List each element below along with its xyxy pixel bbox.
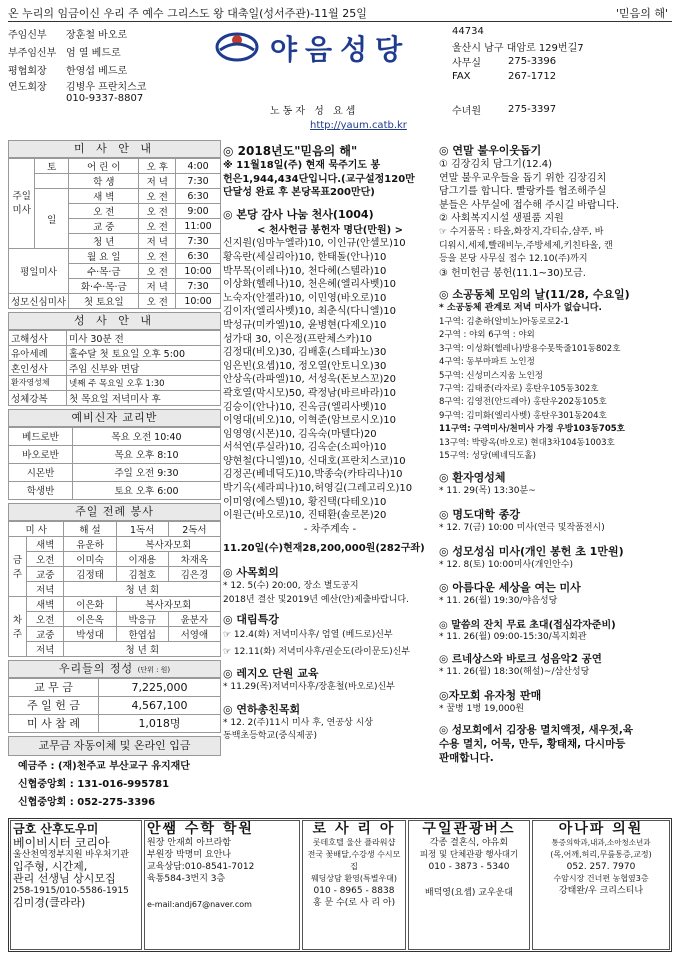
staff-name: 김병우 프란치스코: [66, 81, 147, 93]
community-list: [439, 316, 673, 463]
legio-title: ◎ 레지오 단원 교육: [223, 667, 319, 681]
mass-period: 저 녁: [139, 279, 176, 294]
ministry-cell: 김은경: [168, 566, 220, 581]
district-line: 5구역: 신성미스지움 노인정: [439, 370, 543, 381]
finance-label: 미 사 참 례: [9, 714, 99, 732]
faith-year-text: [223, 159, 437, 200]
district-line: 7구역: 김태중(라자로) 홍탄우105동302호: [439, 383, 599, 394]
ad-line: 통증의학과,내과,소아청소년과: [551, 838, 651, 847]
mothers-text: * 꿀병 1병 19,000원: [439, 703, 525, 714]
sacrament-name: 성체강복: [9, 390, 67, 405]
mass-period: 오 후: [139, 159, 176, 174]
bank-holder: 예금주 : (재)천주교 부산교구 유지재단: [18, 760, 190, 772]
church-patron: 노동자 성 요셉: [270, 106, 359, 117]
staff-role: 연도회장: [8, 81, 47, 93]
mass-time: 9:00: [176, 204, 221, 219]
ad-line: 웨딩상담 환영(특별우대): [310, 874, 398, 883]
sacrament-info: 홀수달 첫 토요일 오후 5:00: [67, 346, 221, 361]
text-line: 연말 불우교우들을 돕기 위한 김장김치: [439, 172, 607, 184]
ministry-cell: 한엽섭: [116, 626, 168, 641]
district-line: 2구역 : 야외 6구역 : 야외: [439, 330, 535, 341]
ministry-mass: 저녁: [27, 641, 64, 656]
mass-name: 화·수·목·금: [69, 279, 139, 294]
fax-label: FAX: [452, 71, 471, 82]
donor-line: 이미영(에스텔)10, 황진택(다테오)10: [223, 496, 387, 508]
ad-line: 관리 선생님 상시모집: [13, 872, 116, 885]
charity-title: ◎ 연말 불우이웃돕기: [439, 144, 542, 157]
staff-list: [8, 24, 208, 104]
ministry-cell: 이은옥: [64, 611, 116, 626]
finance-title-text: 우리들의 정성: [58, 661, 134, 675]
ad-line: (목,어깨,허리,무릎통증,교정): [550, 850, 652, 859]
finance-value: 1,018명: [99, 714, 221, 732]
text-line: ③ 헌미헌금 봉헌(11.1~30)모금.: [439, 267, 586, 279]
sick-title: ◎ 환자영성체: [439, 471, 506, 485]
yearend-title: ◎ 연하총친목회: [223, 702, 301, 716]
sacrament-info: 주임 신부와 면담: [67, 361, 221, 376]
marian-title: ◎ 성모성심 미사(개인 봉헌 초 1만원): [439, 544, 624, 558]
ad-line: 전국 꽃배달,수강생 수시모집: [307, 850, 401, 871]
ad-line: 052. 257. 7970: [566, 862, 636, 872]
mass-name: 오 전: [69, 204, 139, 219]
ad-line: 롯데호텔 울산 플라워샵: [312, 838, 396, 847]
ad-title: 금호 산후도우미: [13, 822, 99, 836]
class-name: 베드로반: [9, 427, 73, 445]
mass-title: 미 사 안 내: [8, 140, 221, 158]
ad-line: 010 - 8965 - 8838: [313, 886, 395, 896]
ministry-cell: 이미숙: [64, 551, 116, 566]
faith-year-title: ◎ 2018년도"믿음의 해": [223, 144, 358, 158]
ad-line: 입주형, 시간제,: [13, 860, 88, 873]
ad-line: 교육상담:010-8541-7012: [147, 862, 255, 872]
world-title: ◎ 아름다운 세상을 여는 미사: [439, 581, 581, 595]
church-logo-area: [210, 28, 450, 136]
mass-time: 7:30: [176, 234, 221, 249]
ad-line: 010 - 3873 - 5340: [428, 862, 510, 872]
ad-line: 부원장 박명미 요안나: [147, 850, 231, 860]
ministry-head: 2독서: [168, 521, 220, 536]
thanks-total: 11.20일(수)현재28,200,000원(282구좌): [223, 543, 425, 555]
ad-title: 안쌤 수학 학원: [147, 821, 254, 837]
donor-line: 곽호열(막시모)50, 곽정남(바르바라)10: [223, 387, 396, 399]
text-line: ※ 11월18일(주) 현재 묵주기도 봉: [223, 160, 381, 171]
community-note: * 소공동체 관계로 저녁 미사가 없습니다.: [439, 303, 602, 314]
ministry-cell: 김정태: [64, 566, 116, 581]
finance-table: [8, 678, 221, 733]
ad-math-academy: [144, 820, 300, 950]
ministry-cell: 복사자모회: [116, 536, 220, 551]
class-time: 목요 오전 10:40: [73, 427, 221, 445]
finance-value: 4,567,100: [99, 696, 221, 714]
ministry-mass: 교중: [27, 626, 64, 641]
concert-text: * 11. 26(월) 18:30(해설)~/삼산성당: [439, 667, 590, 678]
this-week-label: 금주: [9, 536, 27, 596]
mass-time: 11:00: [176, 219, 221, 234]
advent-title: ◎ 대림특강: [223, 613, 279, 627]
postal-code: 44734: [452, 26, 484, 37]
ministry-cell: 복사자모회: [116, 596, 220, 611]
text-line: 동백초등학교(중식제공): [223, 731, 317, 742]
continued-note: - 차주계속 -: [303, 523, 357, 535]
catechism-title: 예비신자 교리반: [8, 409, 221, 427]
ministry-cell: 박응규: [116, 611, 168, 626]
sacrament-info: 첫 목요일 저녁미사 후: [67, 390, 221, 405]
left-column: [8, 140, 221, 812]
ad-email: e-mail:andj67@naver.com: [147, 900, 252, 909]
ministry-table: [8, 521, 221, 657]
sacrament-name: 유아세례: [9, 346, 67, 361]
mass-time: 10:00: [176, 294, 221, 309]
donor-line: 김정대(비오)30, 김배훈(스테파노)30: [223, 347, 387, 359]
staff-phone: 010-9337-8807: [66, 92, 144, 104]
district-line: 9구역: 김미화(엘리사벳) 홍탄우301동204호: [439, 410, 607, 421]
ad-line: 강태완/우 크리스티나: [558, 886, 644, 896]
word-text: * 11. 26(월) 09:00-15:30/복지회관: [439, 631, 587, 642]
univ-text: * 12. 7(금) 10:00 미사(연극 및작품전시): [439, 523, 605, 533]
mass-name: 월 요 일: [69, 249, 139, 264]
sick-text: * 11. 29(목) 13:30분~: [439, 486, 536, 497]
auto-transfer-note: 교무금 자동이체 및 온라인 입금: [8, 736, 221, 756]
top-banner: [8, 5, 672, 21]
ministry-head: 미 사: [9, 521, 64, 536]
sacrament-table: [8, 330, 221, 406]
text-line: 수용 멸치, 어묵, 만두, 황태채, 다시마등: [439, 737, 626, 750]
ministry-mass: 오전: [27, 611, 64, 626]
staff-role: 부주임신부: [8, 47, 57, 59]
mass-time: 6:30: [176, 249, 221, 264]
finance-label: 교 무 금: [9, 678, 99, 696]
sacrament-name: 고해성사: [9, 331, 67, 346]
mass-period: 오 전: [139, 264, 176, 279]
mass-time: 4:00: [176, 159, 221, 174]
mass-name: 교 중: [69, 219, 139, 234]
text-line: 헌은1,944,434단입니다.(교구설정120만: [223, 173, 415, 185]
finance-label: 주 일 헌 금: [9, 696, 99, 714]
ad-postnatal: [10, 820, 142, 950]
text-line: 단달성 완료 후 본당목표200만단): [223, 187, 375, 199]
mass-period: 오 전: [139, 189, 176, 204]
office-label: 사무실: [452, 58, 481, 69]
ministry-cell: 김철호: [116, 566, 168, 581]
district-line: 3구역: 이성화(헬레나)방용수못뚝줄101동802호: [439, 343, 621, 354]
district-line: 15구역: 성당(베네딕도홀): [439, 451, 536, 461]
text-line: 판매합니다.: [439, 751, 494, 764]
yearend-text: [223, 717, 437, 744]
text-line: 분들은 사무실에 접수해 주시길 바랍니다.: [439, 199, 620, 211]
class-name: 바오로반: [9, 445, 73, 463]
contact-info: [452, 24, 674, 117]
nuns-label: 수녀원: [452, 106, 481, 117]
concert-title: ◎ 르네상스와 바로크 성음악2 공연: [439, 653, 602, 666]
sacrament-info: 미사 30분 전: [67, 331, 221, 346]
mass-table: [8, 158, 221, 309]
ministry-title: 주일 전례 봉사: [8, 503, 221, 521]
sacrament-name: 환자영성체: [9, 376, 67, 391]
donor-line: 박기옥(세라피나)10,허영길(그레고리오)10: [223, 483, 413, 495]
text-line: ☞ 12.4(화) 저녁미사후/ 엄열 (베드로)신부: [223, 630, 393, 641]
text-line: 담그기를 합니다. 빨랑카를 협조해주실: [439, 186, 607, 198]
donor-line: 신지원(임마누엘라)10, 이인규(안셀모)10: [223, 238, 406, 250]
text-line: ☞ 수거품목 : 타올,화장지,각티슈,샴푸, 바: [439, 226, 604, 237]
office-phone: 275-3396: [508, 56, 557, 67]
ministry-head: 1독서: [116, 521, 168, 536]
mass-name: 청 년: [69, 234, 139, 249]
bank-account: 신협중앙회 : 131-016-995781: [18, 778, 170, 790]
sacrament-name: 혼인성사: [9, 361, 67, 376]
donor-line: 이상화(헬레나)10, 천은혜(엘리사벳)10: [223, 279, 396, 291]
mass-name: 새 벽: [69, 189, 139, 204]
text-line: 2018년 결산 및2019년 예산(안)제출바랍니다.: [223, 594, 409, 605]
ad-line: 배덕영(요셉) 교우운대: [424, 888, 514, 898]
staff-role: 주임신부: [8, 29, 47, 41]
sale-text: [439, 723, 673, 765]
mothers-title: ◎자모회 유자청 판매: [439, 688, 542, 702]
mass-time: 6:30: [176, 189, 221, 204]
bank-account: 신협중앙회 : 052-275-3396: [18, 796, 156, 808]
donor-line: 황옥란(세실리아)10, 한태돌(안나)10: [223, 251, 387, 263]
text-line: 디워시,세제,빨래비누,주방세제,키친타올, 캔: [439, 240, 613, 251]
ad-line: 육통584-3번지 3층: [147, 874, 226, 884]
ministry-cell: 이은화: [64, 596, 116, 611]
ministry-mass: 오전: [27, 551, 64, 566]
text-line: * 12. 5(수) 20:00, 장소 별도공지: [223, 581, 359, 592]
mass-period: 오 전: [139, 204, 176, 219]
staff-name: 장훈철 바오로: [66, 29, 128, 41]
class-name: 학생반: [9, 481, 73, 499]
church-name: 야음성당: [270, 33, 411, 66]
class-time: 주일 오전 9:30: [73, 463, 221, 481]
address: 울산시 남구 대암로 129번길7: [452, 43, 584, 54]
mass-day: 토: [35, 159, 69, 174]
church-url-link[interactable]: http://yaum.catb.kr: [310, 120, 407, 131]
marian-text: * 12. 8(토) 10:00미사(개인안수): [439, 559, 573, 570]
ad-rosaria: [302, 820, 406, 950]
district-line: 8구역: 김영전(안드레아) 홍탄우202동105호: [439, 397, 607, 408]
ad-tour-bus: [408, 820, 530, 950]
text-line: * 12. 2(주)11시 미사 후, 연공상 시상: [223, 717, 373, 728]
weekday-mass-label: 평일미사: [9, 249, 69, 294]
staff-name: 엄 열 베드로: [66, 47, 121, 59]
thanks-sub: < 천사헌금 봉헌자 명단(만원) >: [256, 224, 404, 236]
council-text: [223, 580, 437, 607]
donor-line: 박성규(미카엘)10, 윤병현(다제오)10: [223, 319, 387, 331]
ad-subtitle: 베이비시터 코리아: [13, 836, 110, 850]
class-name: 시몬반: [9, 463, 73, 481]
ministry-cell: 서영애: [168, 626, 220, 641]
ad-line: 258-1915/010-5586-1915: [13, 886, 129, 896]
fax-number: 267-1712: [508, 71, 557, 82]
catechism-table: [8, 427, 221, 500]
marian-mass-label: 성모신심미사: [9, 294, 69, 309]
donor-line: 김이자(엘리사벳)10, 최춘식(다니엘)10: [223, 306, 396, 318]
donor-line: 노숙자(안젤라)10, 이민영(바오로)10: [223, 292, 387, 304]
ministry-mass: 저녁: [27, 581, 64, 596]
text-line: ① 김장김치 담그기(12.4): [439, 159, 553, 170]
ad-line: 홍 문 수(로 사 리 아): [312, 898, 396, 908]
text-line: 등을 본당 사무실 접수 12.10(주)까지: [439, 254, 588, 265]
donor-line: 성가대 30, 이은정(프란체스카)10: [223, 333, 373, 345]
next-week-label: 차주: [9, 596, 27, 656]
district-line: 11구역: 구역미사/천미사 가정 우방103동705호: [439, 424, 625, 435]
donor-list: [223, 237, 437, 522]
ad-line: 각종 결혼식, 야유회: [429, 838, 509, 848]
charity-text: [439, 158, 673, 280]
donor-line: 양현철(다니엘)10, 신대호(프란치스코)10: [223, 455, 406, 467]
donor-line: 이원근(바오로)10, 진태환(솔로몬)20: [223, 510, 387, 522]
mass-time: 10:00: [176, 264, 221, 279]
word-title: ◎ 말씀의 잔치 무료 초대(접심각자준비): [439, 619, 616, 631]
world-text: * 11. 26(월) 19:30/야음성당: [439, 596, 558, 607]
univ-title: ◎ 명도대학 종강: [439, 508, 521, 521]
ad-line: 김미경(클라라): [13, 896, 86, 909]
text-line: ☞ 12.11(화) 저녁미사후/권순도(라이문도)신부: [223, 647, 411, 658]
feast-line: 온 누리의 임금이신 우리 주 예수 그리스도 왕 대축일(성서주관)-11월 25일: [8, 7, 367, 20]
ad-line: 피정 및 단체관광 행사대기: [419, 850, 519, 860]
divider: [8, 21, 672, 22]
class-time: 토요 오후 6:00: [73, 481, 221, 499]
council-title: ◎ 사목회의: [223, 566, 279, 580]
ad-title: 구일관광버스: [422, 821, 516, 837]
legio-text: * 11.29(목)저녁미사후/장훈철(바오로)신부: [223, 682, 395, 693]
district-line: 1구역: 김춘하(알비노)아동로로2-1: [439, 316, 570, 327]
mass-period: 저 녁: [139, 234, 176, 249]
ministry-cell: 윤분자: [168, 611, 220, 626]
mass-time: 7:30: [176, 279, 221, 294]
mass-day: [35, 174, 69, 189]
ad-title: 로 사 리 아: [312, 821, 396, 837]
middle-column: [223, 140, 437, 744]
ministry-mass: 새벽: [27, 596, 64, 611]
finance-value: 7,225,000: [99, 678, 221, 696]
ministry-cell: 차재옥: [168, 551, 220, 566]
mass-period: 저 녁: [139, 174, 176, 189]
donor-line: 박무목(이레나)10, 천다혜(스텔라)10: [223, 265, 387, 277]
mass-name: 학 생: [69, 174, 139, 189]
class-time: 목요 오후 8:10: [73, 445, 221, 463]
finance-unit: (단위 : 원): [137, 665, 171, 674]
mass-period: 오 전: [139, 249, 176, 264]
ad-line: 울산천역정부지원 바우처기관: [13, 850, 129, 860]
donor-line: 임은빈(요셉)10, 정오열(안토니오)30: [223, 360, 387, 372]
mass-period: 오 전: [139, 294, 176, 309]
ministry-mass: 새벽: [27, 536, 64, 551]
ministry-cell: 이재용: [116, 551, 168, 566]
ministry-cell: 유운하: [64, 536, 116, 551]
district-line: 4구역: 동부마파트 노인정: [439, 357, 535, 368]
donor-line: 안상옥(라파엘)10, 서성욱(돈보스꼬)20: [223, 374, 396, 386]
mass-day: 일: [35, 189, 69, 249]
church-logo-icon: [214, 30, 260, 64]
ministry-cell: 청 년 회: [64, 581, 221, 596]
mass-period: 오 전: [139, 219, 176, 234]
staff-role: 평협회장: [8, 65, 47, 77]
donor-line: 김승이(안나)10, 진옥금(엘리사벳)10: [223, 401, 387, 413]
donor-line: 서석연(루실라)10, 김옥순(소피아)10: [223, 442, 387, 454]
finance-title: [8, 660, 221, 678]
sacrament-info: 넷째 주 목요일 오후 1:30: [67, 376, 221, 391]
donor-line: 김정곤(베네딕도)10,박종숙(카타리나)10: [223, 469, 403, 481]
staff-name: 한영섭 베드로: [66, 65, 128, 77]
ministry-mass: 교중: [27, 566, 64, 581]
mass-name: 수·목·금: [69, 264, 139, 279]
mass-name: 첫 토요일: [69, 294, 139, 309]
text-line: ◎ 성모회에서 김장용 멸치액젓, 새우젓,육: [439, 723, 634, 736]
nuns-phone: 275-3397: [508, 104, 557, 115]
right-column: [439, 140, 673, 765]
ad-clinic: [532, 820, 670, 950]
ministry-cell: 박성대: [64, 626, 116, 641]
donor-line: 이영대(비오)10, 이혁준(암브로시오)10: [223, 415, 396, 427]
donor-line: 임영영(시몬)10, 김옥숙(마텔다)20: [223, 428, 377, 440]
ministry-cell: 청 년 회: [64, 641, 221, 656]
advent-text: [223, 627, 437, 661]
ad-line: 원장 안재희 아브라함: [147, 838, 231, 848]
district-line: 13구역: 박랑옥(바오로) 현대3차104동1003호: [439, 437, 615, 448]
sacrament-title: 성 사 안 내: [8, 312, 221, 330]
community-title: ◎ 소공동체 모임의 날(11/28, 수요일): [439, 288, 630, 302]
mass-time: 7:30: [176, 174, 221, 189]
mass-name: 어 린 이: [69, 159, 139, 174]
ad-line: 수암시장 건너편 농협옆3층: [553, 874, 649, 883]
thanks-title: ◎ 본당 감사 나눔 천사(1004): [223, 207, 374, 221]
sunday-mass-label: 주일미사: [9, 159, 35, 249]
motto: '믿음의 해': [615, 7, 668, 20]
ministry-head: 해 설: [64, 521, 116, 536]
ad-title: 아나파 의원: [558, 821, 644, 837]
text-line: ② 사회복지시설 생필품 지원: [439, 213, 564, 225]
